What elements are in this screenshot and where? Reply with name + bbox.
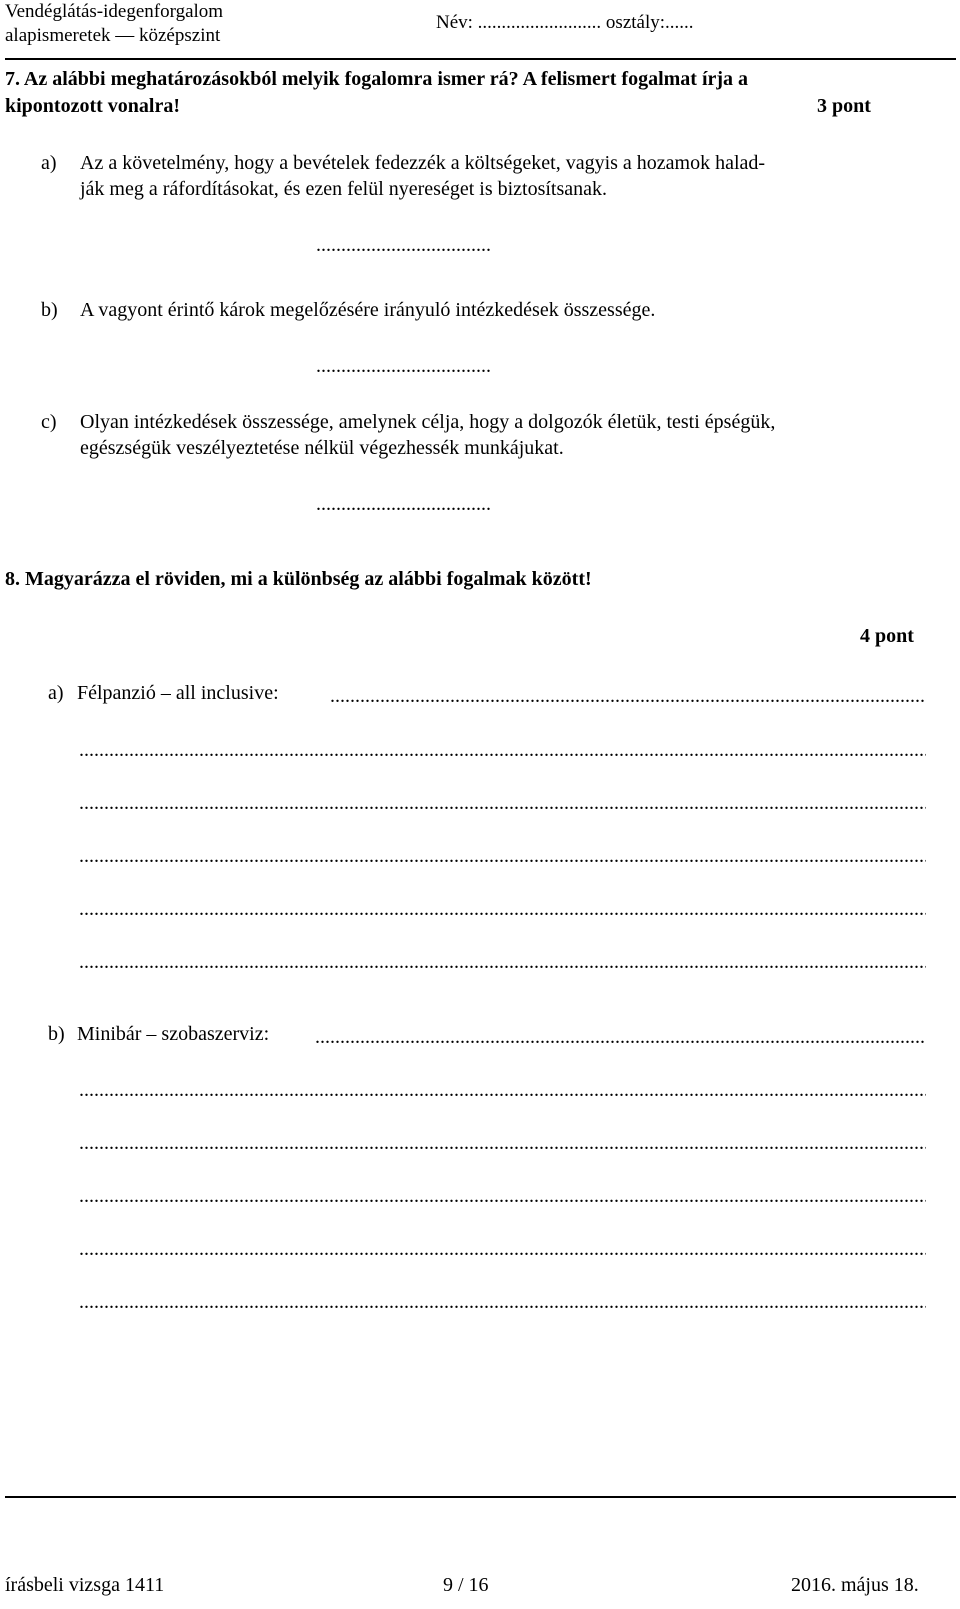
q8b-answer-line-5[interactable] [79, 1237, 926, 1261]
q8a-answer-line-6[interactable] [79, 950, 926, 974]
q8-points: 4 pont [860, 625, 914, 647]
q8a-answer-line-5[interactable] [79, 897, 926, 921]
q8a-answer-line-2[interactable] [79, 738, 926, 762]
q8a-text: Félpanzió – all inclusive: [77, 682, 279, 704]
q7-title-line1: 7. Az alábbi meghatározásokból melyik fogalomra ismer rá? A felismert fogalmat írja a [5, 68, 749, 90]
q7b-answer-line[interactable]: ................................... [316, 355, 491, 377]
q7a-answer-line[interactable]: ................................... [316, 234, 491, 256]
q8a-answer-line-1[interactable] [330, 684, 926, 708]
q8a-label: a) [48, 682, 64, 704]
subject-title-line2: alapismeretek — középszint [5, 25, 221, 46]
subject-title-line1: Vendéglátás-idegenforgalom [5, 1, 224, 22]
q7a-label: a) [41, 152, 57, 174]
header-rule [5, 58, 956, 60]
footer-date: 2016. május 18. [791, 1574, 919, 1596]
q8b-answer-line-2[interactable] [79, 1078, 926, 1102]
q7b-text-line1: A vagyont érintő károk megelőzésére irányuló intézkedések összessége. [80, 299, 656, 321]
q8a-answer-line-4[interactable] [79, 844, 926, 868]
q7c-answer-line[interactable]: ................................... [316, 493, 491, 515]
q7a-text-line2: ják meg a ráfordításokat, és ezen felül nyereséget is biztosítsanak. [80, 178, 608, 200]
q7-title-line2: kipontozott vonalra! [5, 95, 180, 117]
q8b-answer-line-1[interactable] [315, 1025, 926, 1049]
q8b-label: b) [48, 1023, 65, 1045]
footer-page-number: 9 / 16 [443, 1574, 489, 1596]
q7c-text-line1: Olyan intézkedések összessége, amelynek célja, hogy a dolgozók életük, testi épségük, [80, 411, 776, 433]
q8b-answer-line-6[interactable] [79, 1290, 926, 1314]
name-class-field: Név: .......................... osztály:...... [436, 12, 694, 33]
q8a-answer-line-3[interactable] [79, 791, 926, 815]
footer-exam-code: írásbeli vizsga 1411 [5, 1574, 165, 1596]
footer-rule [5, 1496, 956, 1498]
q8b-text: Minibár – szobaszerviz: [77, 1023, 270, 1045]
q7a-text-line1: Az a követelmény, hogy a bevételek fedezzék a költségeket, vagyis a hozamok halad- [80, 152, 766, 174]
q7b-label: b) [41, 299, 58, 321]
q7-points: 3 pont [817, 95, 871, 117]
q7c-text-line2: egészségük veszélyeztetése nélkül végezhessék munkájukat. [80, 437, 564, 459]
q7c-label: c) [41, 411, 57, 433]
q8b-answer-line-4[interactable] [79, 1184, 926, 1208]
q8b-answer-line-3[interactable] [79, 1131, 926, 1155]
q8-title: 8. Magyarázza el röviden, mi a különbség az alábbi fogalmak között! [5, 568, 592, 590]
